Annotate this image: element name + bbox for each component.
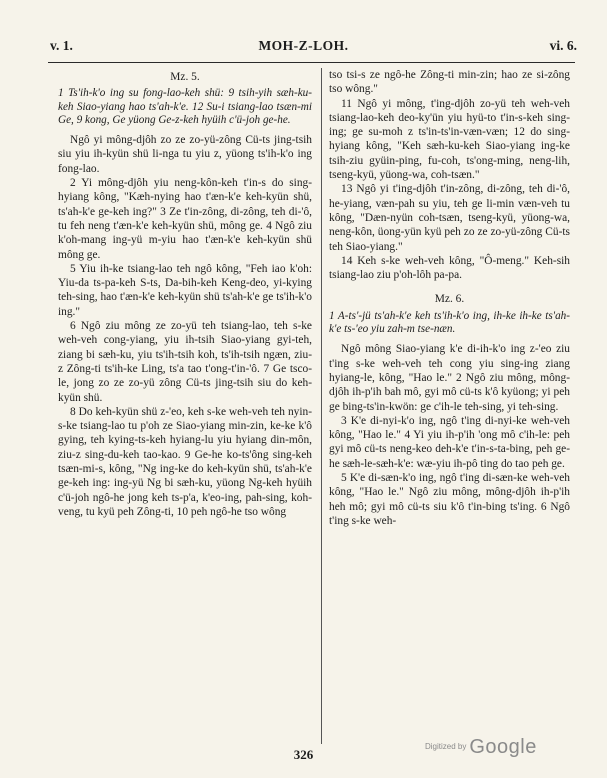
verse-paragraph: 5 K'e di-sæn-k'o ing, ngô t'ing di-sæn-ke weh-veh kông, "Hao le." Ngô ziu mông, mông-djôh ih-p'ih heh mô; gyi mô cü-ts siu k'ô t'in-bing ts'ing. 6 Ngô t'ing s-ke weh-: [329, 472, 570, 527]
verse-paragraph: 5 Yiu ih-ke tsiang-lao teh ngô kông, "Feh iao k'oh: Yiu-da ts-pa-keh S-ts, Da-bih-keh Keng-deo, yi-kying teh-sing, hao t'æn-k'e keh-kyün shü ts'ah-k'e ge ts'ih-k'o ing.": [58, 262, 312, 318]
column-divider: [321, 68, 322, 744]
header-chapter-end: vi. 6.: [549, 38, 577, 53]
verse-paragraph: Ngô yi mông-djôh zo ze zo-yü-zông Cü-ts jing-tsih siu yiu ih-kyün shü li-nga tu yiu z, yüong ts'ih-k'o ing fong-lao.: [58, 134, 312, 175]
verse-paragraph: Ngô mông Siao-yiang k'e di-ih-k'o ing z-'eo ziu t'ing s-ke weh-veh teh cong yiu sing-ing ziang hyiang-le, kông, "Hao le." 2 Ngô ziu mông, mông-djôh ih-p'ih bah mô, gyi mô cü-ts k'ô kyüong; yi peh ge bing-ts'in-kwön: ge c'ih-le teh-sing, yi teh-sing.: [329, 343, 570, 413]
verse-paragraph: 8 Do keh-kyün shü z-'eo, keh s-ke weh-veh teh nyin-s-ke tsiang-lao tu p'oh ze Siao-yiang min-zin, ke-ke k'ô gying, teh kying-ts-keh hyiang-lu yiu hyiang din-môn, ziu-z sing-du-keh tao-kao. 9 Ge-he ko-ts'ông sing-keh tsæn-mi-s, kông, "Ng ing-ke do keh-kyün shü, ts'ah-k'e ge-keh ing: ing-yü Ng bi sæh-ku, yüong Ng-keh hyüih c'ü-joh ngô-he jong keh ts-p'a, k'eo-ing, pah-sing, koh-veng, tu kyü peh Zông-ti, 10 peh ngô-he tso wông: [58, 405, 312, 518]
chapter-summary: 1 Ts'ih-k'o ing su fong-lao-keh shü: 9 tsih-yih sæh-ku-keh Siao-yiang hao ts'ah-k'e. 12 Su-i tsiang-lao tsæn-mi Ge, 9 kong, Ge yüong Ge-z-keh hyüih c'ü-joh ge-he.: [58, 87, 312, 126]
left-column: [58, 68, 312, 519]
chapter-heading: Mz. 5.: [170, 71, 200, 83]
verse-paragraph: 13 Ngô yi t'ing-djôh t'in-zông, di-zông, teh di-'ô, he-yiang, væn-pah su yiu, teh ge li-min væn-veh tu kông, "Dæn-nyün coh-tsæn, tseng-kyü, yüong-wa, neng-kôn, üong-yün kyü peh zo ze zo-yü-zông Cü-ts teh Siao-yiang.": [329, 183, 570, 253]
verse-paragraph: tso tsi-s ze ngô-he Zông-ti min-zin; hao ze si-zông tso wông.": [329, 69, 570, 96]
chapter-heading: Mz. 6.: [434, 293, 465, 306]
header-chapter-start: v. 1.: [50, 38, 73, 53]
digitization-watermark: [425, 736, 537, 759]
header-rule: [48, 62, 575, 63]
running-header: [0, 38, 607, 58]
watermark-prefix: Digitized by: [425, 742, 467, 751]
header-book-title: MOH-Z-LOH.: [258, 38, 349, 53]
verse-paragraph: 2 Yi mông-djôh yiu neng-kôn-keh t'in-s do sing-hyiang kông, "Kæh-nying hao t'æn-k'e keh-kyün shü, ts'ah-k'e ge-keh ing?" 3 Ze t'in-zông, di-zông, teh di-'ô, tu feh neng t'æn-k'e keh-kyün shü, mông ge. 4 Ngô ziu k'oh-mang ing-yü m-yiu hao t'æn-k'e keh-kyün shü mông ge.: [58, 177, 312, 261]
verse-paragraph: 6 Ngô ziu mông ze zo-yü teh tsiang-lao, teh s-ke weh-veh cong-yiang, yiu ih-tsih Siao-yiang gyi-teh, ziang bi sæh-ku, yiu ts'ih-tsih koh, ts'ih-tsih ngæn, ziu-z Zông-ti ts'ih-ke Ling, ts'a tao t'ong-t'in-'ô. 7 Ge tsco-le, jong zo ze zo-yü zông Cü-ts jing-tsih siu do keh-kyün shü.: [58, 320, 312, 404]
chapter-summary: 1 A-ts'-jü ts'ah-k'e keh ts'ih-k'o ing, ih-ke ih-ke ts'ah-k'e ts-'eo yiu zah-m tse-næn.: [329, 309, 570, 336]
verse-paragraph: 3 K'e di-nyi-k'o ing, ngô t'ing di-nyi-ke weh-veh kông, "Hao le." 4 Yi yiu ih-p'ih 'ong mô c'ih-le: peh gyi mô cü-ts neng-keo deh-k'e t'in-s-ta-bing, peh ge-he sæh-le-sæh-k'e: wæ-yiu ih-pô ting do tao peh ge.: [329, 414, 570, 470]
page-number: 326: [293, 747, 314, 762]
google-logo: Google: [469, 736, 537, 758]
verse-paragraph: 11 Ngô yi mông, t'ing-djôh zo-yü teh weh-veh tsiang-lao-keh deo-ky'ün yiu hyü-to t'in-s-keh sing-ing; ge su-moh z ts'in-ts'in-væn-væn; 12 do sing-hyiang kông, "Keh sæh-ku-keh Siao-yiang ing-ke tsih-ziu gyüin-ping, fu-coh, ts'ong-ming, neng-lih, tseng-kyü, yüong-wa, coh-tsæn.": [329, 97, 570, 182]
verse-paragraph: 14 Keh s-ke weh-veh kông, "Ô-meng." Keh-sih tsiang-lao ziu p'oh-lôh pa-pa.: [329, 254, 570, 282]
right-column: [329, 68, 570, 528]
